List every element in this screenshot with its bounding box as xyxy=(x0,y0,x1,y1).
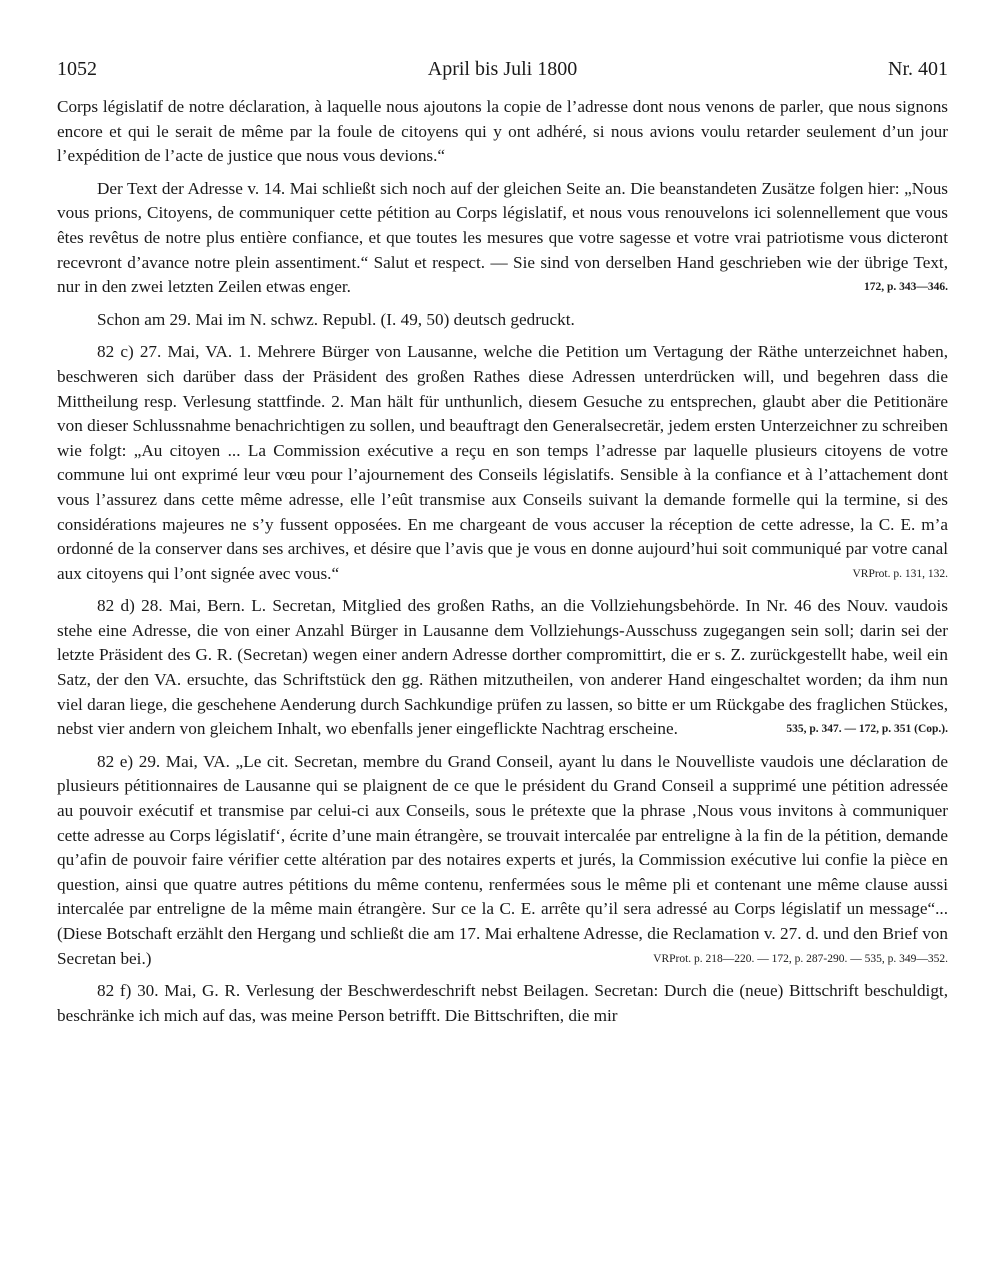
paragraph-text: 82 c) 27. Mai, VA. 1. Mehrere Bürger von Lausanne, welche die Petition um Vertagung der Räthe unterzeichnet haben, beschweren sich darüber dass der Präsident des großen Rathes diese Adressen unterdrücken will, und begehren dass die Mittheilung resp. Verlesung stattfinde. 2. Man hält für unthunlich, diesem Gesuche zu entsprechen, glaubt aber die Petitionäre von dieser Schlussnahme benachrichtigen zu sollen, und beauftragt den Generalsecretär, jedem ersten Unterzeichner zu schreiben wie folgt: „Au citoyen ... La Commission exécutive a reçu en son temps l’adresse par laquelle plusieurs citoyens de votre commune lui ont exprimé leur vœu pour l’ajournement des Conseils législatifs. Sensible à la confiance et à l’attachement dont vous l’assurez dans cette même adresse, elle l’eût transmise aux Conseils suivant la demande formelle qui la termine, si des considérations majeures ne s’y fussent opposées. En me chargeant de vous accuser la réception de cette adresse, la C. E. m’a ordonné de la conserver dans ses archives, et désire que l’avis que je vous en donne aujourd’hui soit communiqué par votre canal aux citoyens qui l’ont signée avec vous.“ xyxy=(57,342,948,583)
running-header xyxy=(57,58,948,88)
paragraph-text: Der Text der Adresse v. 14. Mai schließt sich noch auf der gleichen Seite an. Die beanstandeten Zusätze folgen hier: „Nous vous prions, Citoyens, de communiquer cette pétition au Corps législatif, et nous vous renouvelons ici solennellement que vous êtes revêtus de notre plus entière confiance, et que toutes les mesures que votre sagesse et votre vrai patriotisme vous dicteront recevront d’avance notre plein assentiment.“ Salut et respect. — Sie sind von derselben Hand geschrieben wie der übrige Text, nur in den zwei letzten Zeilen etwas enger. xyxy=(57,178,948,297)
paragraph-text: Schon am 29. Mai im N. schwz. Republ. (I. 49, 50) deutsch gedruckt. xyxy=(97,309,575,329)
paragraph-text: 82 f) 30. Mai, G. R. Verlesung der Beschwerdeschrift nebst Beilagen. Secretan: Durch die (neue) Bittschrift beschuldigt, beschränke ich mich auf das, was meine Person betrifft. Die Bittschriften, die mir xyxy=(57,981,948,1025)
paragraph-5 xyxy=(57,594,948,742)
section-number: Nr. 401 xyxy=(888,58,948,80)
page-number: 1052 xyxy=(57,58,97,80)
running-title: April bis Juli 1800 xyxy=(427,58,578,80)
paragraph-text: 82 d) 28. Mai, Bern. L. Secretan, Mitglied des großen Raths, an die Vollziehungsbehörde. In Nr. 46 des Nouv. vaudois stehe eine Adresse, die von einer Anzahl Bürger in Lausanne dem Vollziehungs-Ausschuss zugegangen sein soll; darin sei der letzte Präsident des G. R. (Secretan) wegen einer andern Adresse dorther compromittirt, die er s. Z. zurückgestellt habe, weil ein Satz, der den VA. ersuchte, das Schriftstück den gg. Räthen mitzutheilen, von anderer Hand eingeschaltet worden; da ihm nun viel daran liege, die geschehene Aenderung durch Sachkundige prüfen zu lassen, so bitte er um Rückgabe des fraglichen Stückes, nebst vier andern von gleichem Inhalt, wo ebenfalls jener eingeflickte Nachtrag erscheine. xyxy=(57,596,948,739)
body-text xyxy=(57,95,948,1036)
paragraph-6 xyxy=(57,750,948,971)
source-reference: VRProt. p. 131, 132. xyxy=(852,567,948,580)
paragraph-1 xyxy=(57,95,948,169)
source-reference: 172, p. 343—346. xyxy=(863,281,948,294)
paragraph-text: 82 e) 29. Mai, VA. „Le cit. Secretan, membre du Grand Conseil, ayant lu dans le Nouvelliste vaudois une déclaration de plusieurs pétitionnaires de Lausanne qui se plaignent de ce que le président du Grand Conseil a supprimé une pétition adressée au pouvoir exécutif et transmise par celui-ci aux Conseils, sous le prétexte que la phrase ‚Nous vous invitons à communiquer cette adresse au Corps législatif‘, écrite d’une main étrangère, se trouvait intercalée par entreligne à la fin de la pétition, demande qu’afin de pouvoir faire vérifier cette altération par des notaires experts et jurés, la Commission exécutive lui confie la pièce en question, ainsi que quatre autres pétitions du même contenu, renfermées sous le même pli et contenant une même clause aussi intercalée par entreligne de la même main étrangère. Sur ce la C. E. arrête qu’il sera adressé au Corps législatif un message“... (Diese Botschaft erzählt den Hergang und schließt die am 17. Mai erhaltene Adresse, die Reclamation v. 27. d. und den Brief von Secretan bei.) xyxy=(57,751,948,968)
source-reference: 535, p. 347. — 172, p. 351 (Cop.). xyxy=(786,723,948,736)
paragraph-3 xyxy=(57,308,948,333)
source-reference: VRProt. p. 218—220. — 172, p. 287-290. — 535, p. 349—352. xyxy=(653,952,948,965)
paragraph-4 xyxy=(57,340,948,586)
paragraph-7 xyxy=(57,979,948,1028)
paragraph-2 xyxy=(57,177,948,300)
paragraph-text: Corps législatif de notre déclaration, à laquelle nous ajoutons la copie de l’adresse dont nous venons de parler, que nous signons encore et qui le serait de même par la foule de citoyens qui y ont adhéré, si nous avions voulu retarder seulement d’un jour l’expédition de l’acte de justice que nous vous devions.“ xyxy=(57,97,948,166)
